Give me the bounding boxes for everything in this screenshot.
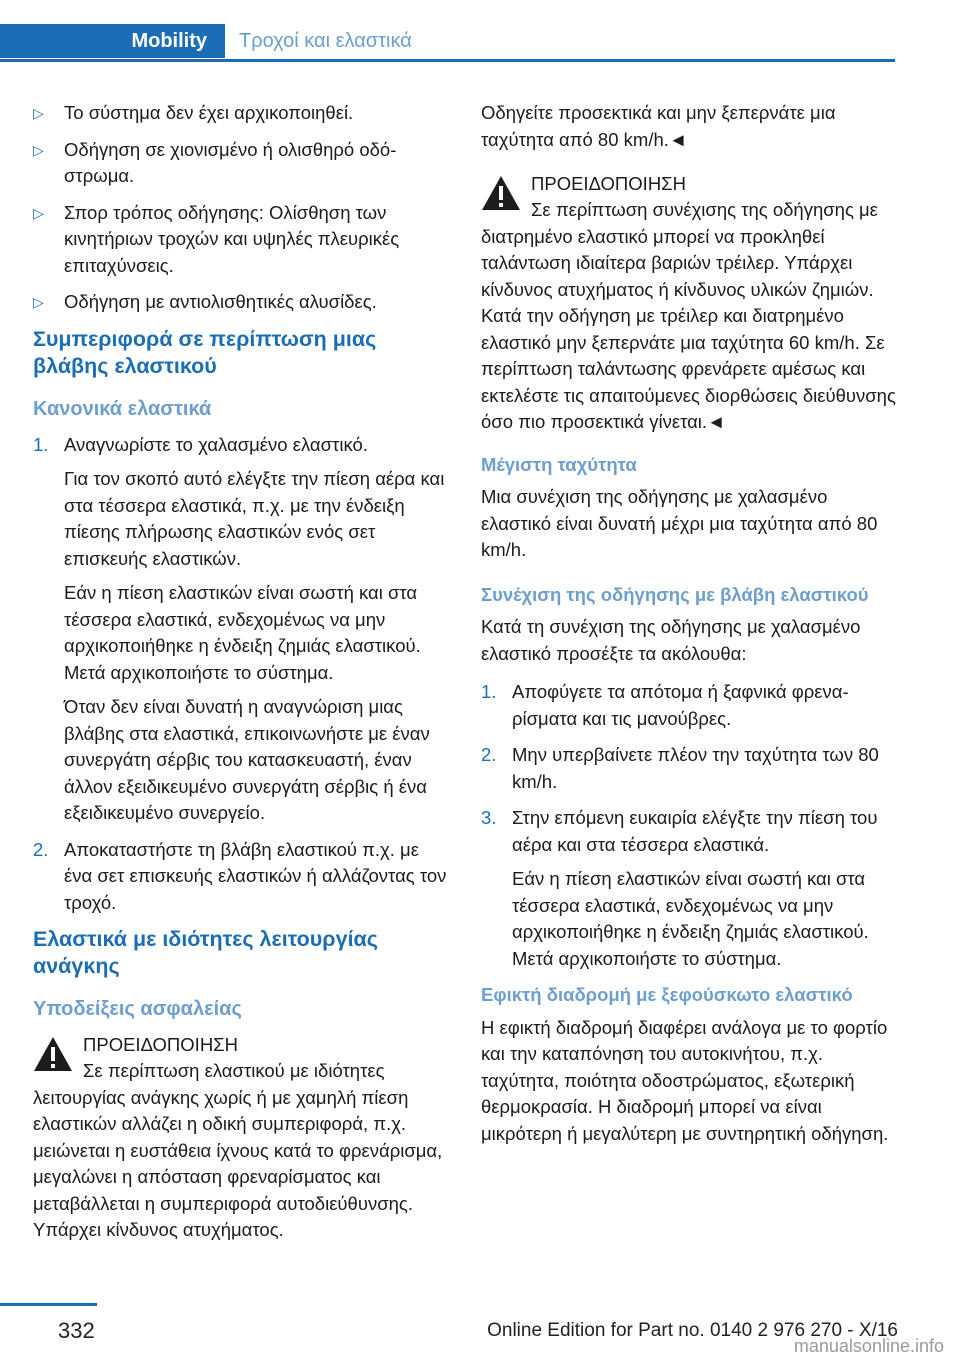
max-speed-text: Μια συνέχιση της οδήγησης με χαλασμένο ελαστικό είναι δυνατή μέχρι μια ταχύτητα από 80 km/h. xyxy=(481,486,878,560)
condition-list xyxy=(33,100,448,316)
range-text: Η εφικτή διαδρομή διαφέρει ανάλογα με το φορτίο και την καταπόνηση του αυτοκινήτου, π.χ. ταχύτητα, ποιότητα οδοστρώματος, εξωτερική θερμοκρασία. Η διαδρομή μπορεί να είναι μικρότερη ή μεγαλύτερη με συντηρητική οδήγηση. xyxy=(481,1016,889,1144)
edition-text: Online Edition for Part no. 0140 2 976 270 - X/16 xyxy=(487,1320,898,1341)
step-text: Μην υπερβαίνετε πλέον την ταχύτητα των 80 km/h. xyxy=(512,744,879,792)
warning-block xyxy=(481,171,896,436)
heading-damage-behavior: Συμπεριφορά σε περίπτωση μιας βλάβης ελαστικού xyxy=(33,326,377,378)
step-text: Στην επόμενη ευκαιρία ελέγξτε την πίεση του αέρα και στα τέσσερα ελαστικά. xyxy=(512,807,878,855)
warning-header xyxy=(33,1032,448,1082)
heading-continue-driving: Συνέχιση της οδήγησης με βλάβη ελαστικού xyxy=(481,583,869,605)
step-text: Αποφύγετε τα απότομα ή ξαφνικά φρεναρίσματα και τις μανούβρες. xyxy=(512,681,849,729)
section-tab: Mobility xyxy=(0,24,225,58)
warning-header xyxy=(481,171,896,221)
step-text: Αποκαταστήστε τη βλάβη ελαστικού π.χ. με ένα σετ επισκευής ελαστικών ή αλλάζοντας τον τροχό. xyxy=(64,838,447,913)
warning-title: ΠΡΟΕΙΔΟΠΟΙΗΣΗ xyxy=(83,1034,238,1055)
list-item xyxy=(481,742,896,795)
heading-runflat-tires: Ελαστικά με ιδιότητες λειτουργίας ανάγκης xyxy=(33,927,378,978)
list-item-text: Το σύστημα δεν έχει αρχικοποιηθεί. xyxy=(64,102,354,123)
step-paragraph: Όταν δεν είναι δυνατή η αναγνώριση μιας βλάβης στα ελαστικά, επικοινωνήστε με έναν συνεργάτη σέρβις του κατασκευαστή, έναν άλλον εξειδικευμένο συνεργάτη σέρβις ή ένα εξειδικευμένο συνεργείο. xyxy=(64,696,430,823)
step-number: 3. xyxy=(481,807,497,828)
warning-triangle-icon xyxy=(481,175,521,211)
step-text: Αναγνωρίστε το χαλασμένο ελαστικό. xyxy=(64,433,368,455)
warning-continuation: Οδηγείτε προσεκτικά και μην ξεπερνάτε μια ταχύτητα από 80 km/h.◄ xyxy=(481,102,836,150)
watermark: manualsonline.info xyxy=(793,1336,944,1356)
list-item-text: Οδήγηση σε χιονισμένο ή ολισθηρό οδόστρωμα. xyxy=(64,138,397,186)
step-paragraph: Εάν η πίεση ελαστικών είναι σωστή και στα τέσσερα ελαστικά, ενδεχομένως να μην αρχικοποιήθηκε η ένδειξη ζημιάς ελαστικού. Μετά αρχικοποιήστε το σύστημα. xyxy=(512,868,869,969)
bullet-triangle-icon: ▷ xyxy=(33,294,44,310)
subheading-normal-tires: Κανονικά ελαστικά xyxy=(33,397,212,420)
heading-max-speed: Μέγιστη ταχύτητα xyxy=(481,453,637,475)
step-number: 1. xyxy=(481,681,497,702)
left-column xyxy=(33,100,448,1260)
right-column xyxy=(481,100,896,1159)
bullet-triangle-icon: ▷ xyxy=(33,105,44,121)
list-item xyxy=(481,805,896,972)
list-item xyxy=(33,432,448,827)
warning-triangle-icon xyxy=(33,1036,73,1072)
bullet-triangle-icon: ▷ xyxy=(33,204,44,221)
list-item xyxy=(33,837,448,917)
page-header xyxy=(0,0,960,62)
page-number: 332 xyxy=(58,1318,95,1343)
list-item xyxy=(33,289,448,316)
list-item-text: Σπορ τρόπος οδήγησης: Ολίσθηση των κινητήριων τροχών και υψηλές πλευρικές επιταχύνσεις. xyxy=(64,201,400,276)
step-number: 2. xyxy=(481,744,497,765)
list-item xyxy=(33,137,448,190)
list-item xyxy=(481,679,896,732)
bullet-triangle-icon: ▷ xyxy=(33,141,44,158)
step-number: 1. xyxy=(33,433,49,455)
subheading-safety-notes: Υποδείξεις ασφαλείας xyxy=(33,998,242,1020)
step-number: 2. xyxy=(33,838,49,860)
list-item xyxy=(33,200,448,280)
continue-driving-text: Κατά τη συνέχιση της οδήγησης με χαλασμένο ελαστικό προσέξτε τα ακόλουθα: xyxy=(481,616,861,664)
header-rule xyxy=(0,59,895,62)
list-item xyxy=(33,100,448,127)
step-paragraph: Εάν η πίεση ελαστικών είναι σωστή και στα τέσσερα ελαστικά, ενδεχομένως να μην αρχικοποιήθηκε η ένδειξη ζημιάς ελαστικού. Μετά αρχικοποιήστε το σύστημα. xyxy=(64,582,421,683)
warning-text: Σε περίπτωση συνέχισης της οδήγησης με διατρημένο ελαστικό μπορεί να προκληθεί ταλάντωση ιδιαίτερα βαριών τρέιλερ. Υπάρχει κίνδυνος ατυχήματος ή κίνδυνος υλικών ζημιών. Κατά την οδήγηση με τρέιλερ και διατρημένο ελαστικό μην ξεπερνάτε μια ταχύτητα 60 km/h. Σε περίπτωση ταλάντωσης φρενάρετε αμέσως και εκτελέστε τις απαιτούμενες διορθώσεις διεύθυνσης όσο πιο προσεκτικά γίνεται.◄ xyxy=(481,199,896,432)
footer-rule xyxy=(0,1303,97,1306)
normal-tire-steps xyxy=(33,432,448,917)
chapter-title: Τροχοί και ελαστικά xyxy=(239,29,412,52)
continue-driving-steps xyxy=(481,679,896,972)
warning-text: Σε περίπτωση ελαστικού με ιδιότητες λειτουργίας ανάγκης χωρίς ή με χαμηλή πίεση ελαστικών αλλάζει η οδική συμπεριφορά, π.χ. μειώνεται η ευστάθεια ίχνους κατά το φρενάρισμα, μεγαλώνει η απόσταση φρεναρίσματος και μεταβάλλεται η συμπεριφορά αυτοδιεύθυνσης. Υπάρχει κίνδυνος ατυχήματος. xyxy=(33,1060,443,1240)
warning-title: ΠΡΟΕΙΔΟΠΟΙΗΣΗ xyxy=(531,173,686,194)
warning-block xyxy=(33,1032,448,1244)
list-item-text: Οδήγηση με αντιολισθητικές αλυσίδες. xyxy=(64,291,377,312)
heading-range-flat-tire: Εφικτή διαδρομή με ξεφούσκωτο ελαστικό xyxy=(481,984,853,1005)
step-paragraph: Για τον σκοπό αυτό ελέγξτε την πίεση αέρα και στα τέσσερα ελαστικά, π.χ. με την ένδειξη πίεσης πλήρωσης ελαστικών ενός σετ επισκευής ελαστικών. xyxy=(64,468,445,569)
